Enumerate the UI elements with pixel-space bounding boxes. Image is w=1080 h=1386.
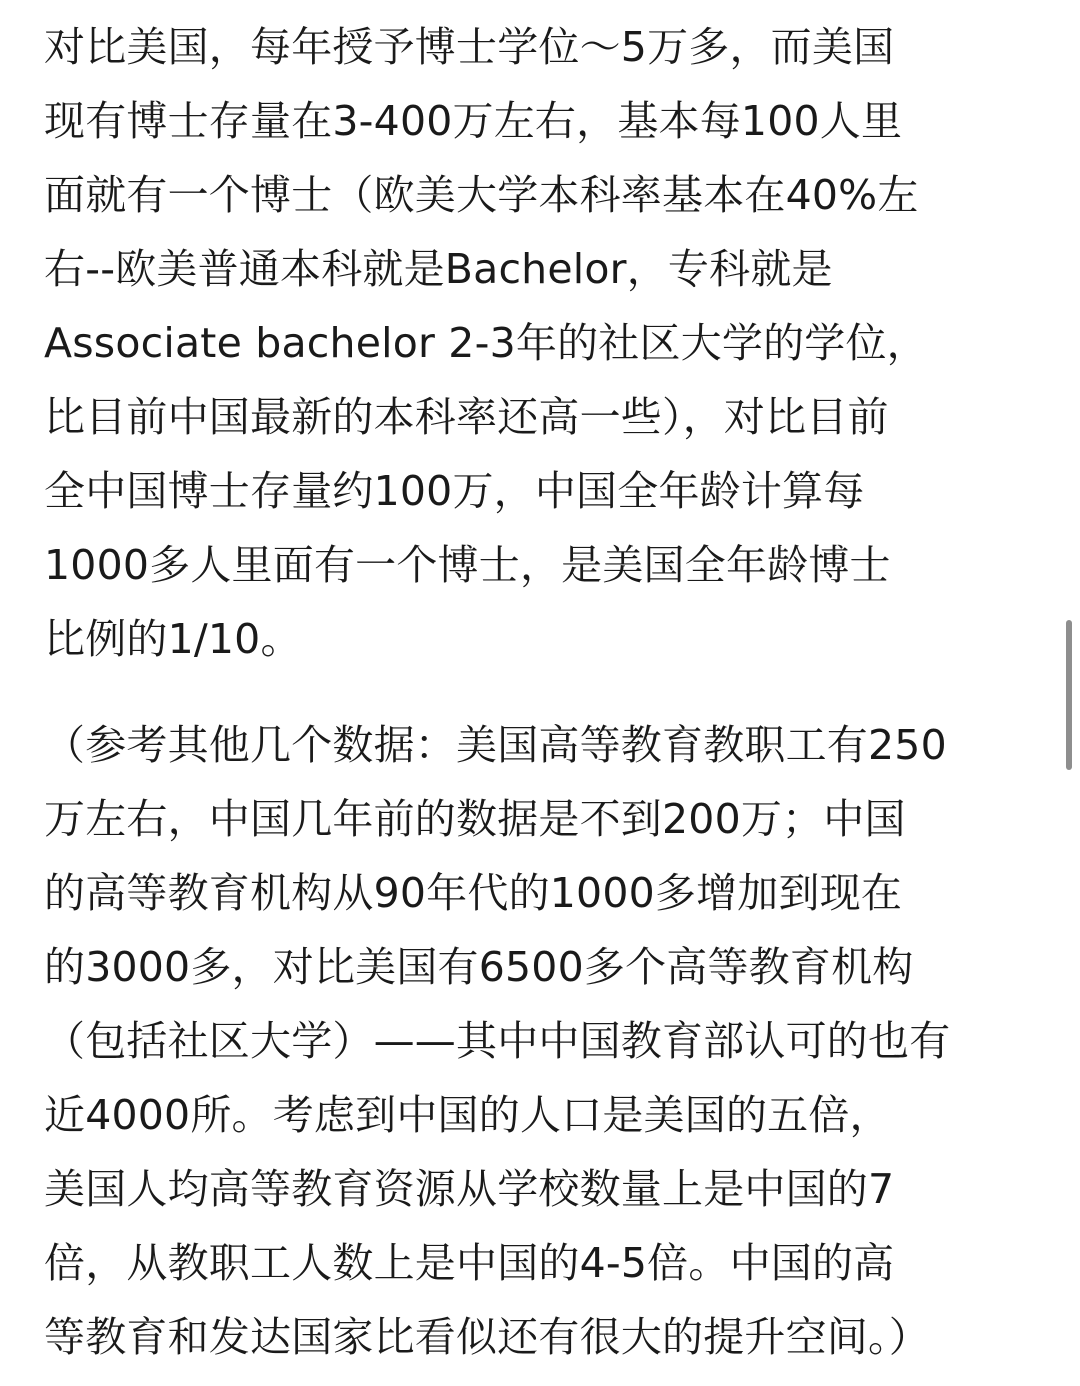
text-line: Associate bachelor 2-3年的社区大学的学位， — [44, 319, 928, 367]
text-line: 比目前中国最新的本科率还高一些），对比目前 — [44, 393, 889, 441]
text-line: （包括社区大学）——其中中国教育部认可的也有 — [44, 1017, 951, 1065]
text-line: 现有博士存量在3-400万左右，基本每100人里 — [44, 97, 903, 145]
paragraph-phd-comparison — [44, 10, 1044, 676]
text-line: 对比美国，每年授予博士学位～5万多，而美国 — [44, 23, 895, 71]
text-line: 全中国博士存量约100万，中国全年龄计算每 — [44, 467, 865, 515]
text-line: 等教育和发达国家比看似还有很大的提升空间。） — [44, 1313, 930, 1361]
text-line: 近4000所。考虑到中国的人口是美国的五倍， — [44, 1091, 891, 1139]
scrollbar-thumb[interactable] — [1066, 620, 1072, 770]
text-line: 万左右，中国几年前的数据是不到200万；中国 — [44, 795, 906, 843]
text-line: （参考其他几个数据：美国高等教育教职工有250 — [44, 721, 947, 769]
paragraph-reference-data — [44, 708, 1044, 1374]
text-line: 比例的1/10。 — [44, 615, 302, 663]
text-line: 右--欧美普通本科就是Bachelor，专科就是 — [44, 245, 833, 293]
text-line: 面就有一个博士（欧美大学本科率基本在40%左 — [44, 171, 919, 219]
text-line: 倍，从教职工人数上是中国的4-5倍。中国的高 — [44, 1239, 895, 1287]
text-line: 的3000多，对比美国有6500多个高等教育机构 — [44, 943, 914, 991]
text-line: 美国人均高等教育资源从学校数量上是中国的7 — [44, 1165, 895, 1213]
paragraph-spacer — [44, 676, 1044, 708]
text-line: 1000多人里面有一个博士，是美国全年龄博士 — [44, 541, 891, 589]
article-body — [44, 10, 1044, 1374]
text-line: 的高等教育机构从90年代的1000多增加到现在 — [44, 869, 903, 917]
